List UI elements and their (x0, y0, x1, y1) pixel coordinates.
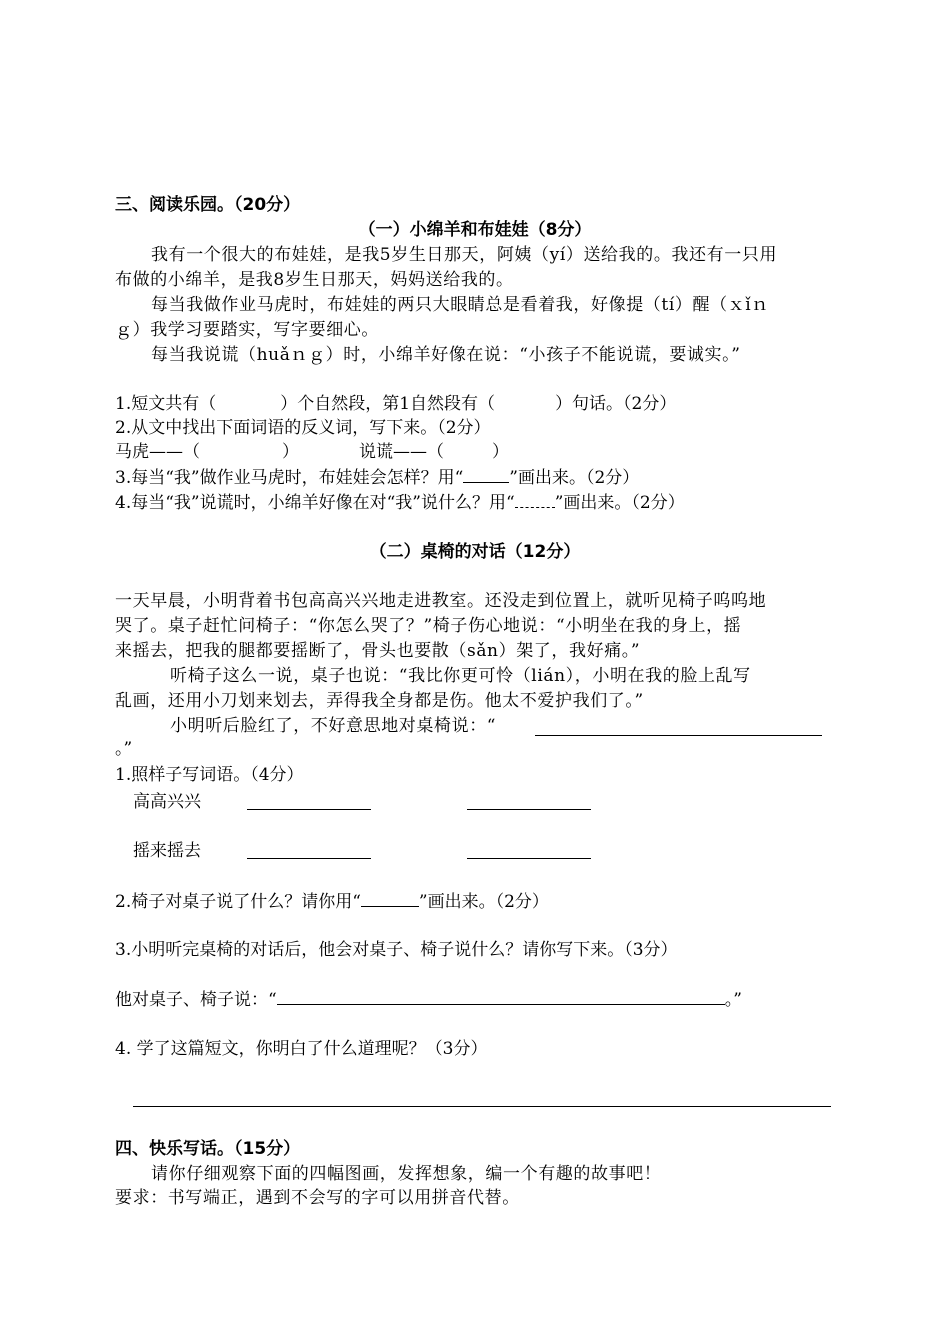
antonym-label: 马虎——（ (115, 442, 200, 462)
passage-2-line: 听椅子这么一说，桌子也说：“我比你更可怜（lián），小明在我的脸上乱写 (170, 666, 751, 686)
part-1-title: （一）小绵羊和布娃娃（8分） (358, 220, 592, 240)
section-4-title: 四、快乐写话。（15分） (115, 1139, 301, 1159)
passage-2-line: 哭了。桌子赶忙问椅子：“你怎么哭了？”椅子伤心地说：“小明坐在我的身上，摇 (115, 616, 742, 636)
question-text: 3.每当“我”做作业马虎时，布娃娃会怎样？用“ (115, 468, 464, 488)
question-1-1 (115, 392, 676, 416)
passage-2-line: 来摇去，把我的腿都要摇断了，骨头也要散（sǎn）架了，我好痛。” (115, 641, 641, 661)
question-text: 1.短文共有（ (115, 394, 217, 414)
answer-suffix: 。” (724, 990, 742, 1010)
answer-line[interactable] (133, 1106, 831, 1107)
answer-line[interactable] (277, 987, 725, 1005)
question-text: ）句话。（2分） (555, 394, 677, 414)
underline-sample (515, 490, 555, 508)
antonym-label: 说谎——（ (359, 442, 444, 462)
passage-2-line: 。” (115, 739, 133, 759)
part-2-title: （二）桌椅的对话（12分） (369, 542, 581, 562)
passage-1-line: 我有一个很大的布娃娃，是我5岁生日那天，阿姨（yí）送给我的。我还有一只用 (151, 245, 778, 265)
writing-requirement: 要求：书写端正，遇到不会写的字可以用拼音代替。 (115, 1188, 520, 1208)
passage-2-line: 一天早晨，小明背着书包高高兴兴地走进教室。还没走到位置上，就听见椅子呜呜地 (115, 591, 767, 611)
word-example: 摇来摇去 (133, 841, 201, 861)
writing-instruction: 请你仔细观察下面的四幅图画，发挥想象，编一个有趣的故事吧！ (151, 1164, 662, 1184)
answer-row (115, 987, 742, 1012)
word-example: 高高兴兴 (133, 792, 201, 812)
antonym-close: ） (492, 442, 509, 462)
word-blank[interactable] (247, 809, 371, 810)
passage-1-line: ｇ）我学习要踏实，写字要细心。 (115, 320, 379, 340)
question-2-4: 4. 学了这篇短文，你明白了什么道理呢？（3分） (115, 1039, 488, 1059)
passage-1-line: 布做的小绵羊，是我8岁生日那天，妈妈送给我的。 (115, 270, 514, 290)
question-text: 2.椅子对桌子说了什么？请你用“ (115, 892, 361, 912)
question-2-1: 1.照样子写词语。（4分） (115, 765, 304, 785)
word-blank[interactable] (467, 858, 591, 859)
answer-line[interactable] (535, 735, 822, 736)
question-1-3 (115, 465, 639, 490)
answer-prefix: 他对桌子、椅子说：“ (115, 990, 277, 1010)
question-text: ”画出来。（2分） (554, 493, 685, 513)
underline-sample (361, 889, 419, 907)
antonym-close: ） (282, 442, 299, 462)
word-blank[interactable] (247, 858, 371, 859)
question-text: ”画出来。（2分） (418, 892, 549, 912)
section-3-title: 三、阅读乐园。（20分） (115, 195, 301, 215)
question-text: ”画出来。（2分） (509, 468, 640, 488)
passage-2-line: 乱画，还用小刀划来划去，弄得我全身都是伤。他太不爱护我们了。” (115, 691, 644, 711)
question-text: ）个自然段，第1自然段有（ (280, 394, 496, 414)
question-1-2: 2.从文中找出下面词语的反义词，写下来。（2分） (115, 418, 491, 438)
underline-sample (463, 465, 509, 483)
question-1-4 (115, 490, 685, 515)
question-2-3: 3.小明听完桌椅的对话后，他会对桌子、椅子说什么？请你写下来。（3分） (115, 940, 678, 960)
passage-1-line: 每当我说谎（huǎｎｇ）时，小绵羊好像在说：“小孩子不能说谎，要诚实。” (151, 345, 741, 365)
antonym-row (115, 440, 509, 464)
question-2-2 (115, 889, 549, 914)
passage-2-line: 小明听后脸红了，不好意思地对桌椅说：“ (170, 716, 497, 736)
passage-1-line: 每当我做作业马虎时，布娃娃的两只大眼睛总是看着我，好像提（tí）醒（ｘǐｎ (151, 295, 769, 315)
word-blank[interactable] (467, 809, 591, 810)
question-text: 4.每当“我”说谎时，小绵羊好像在对“我”说什么？用“ (115, 493, 515, 513)
